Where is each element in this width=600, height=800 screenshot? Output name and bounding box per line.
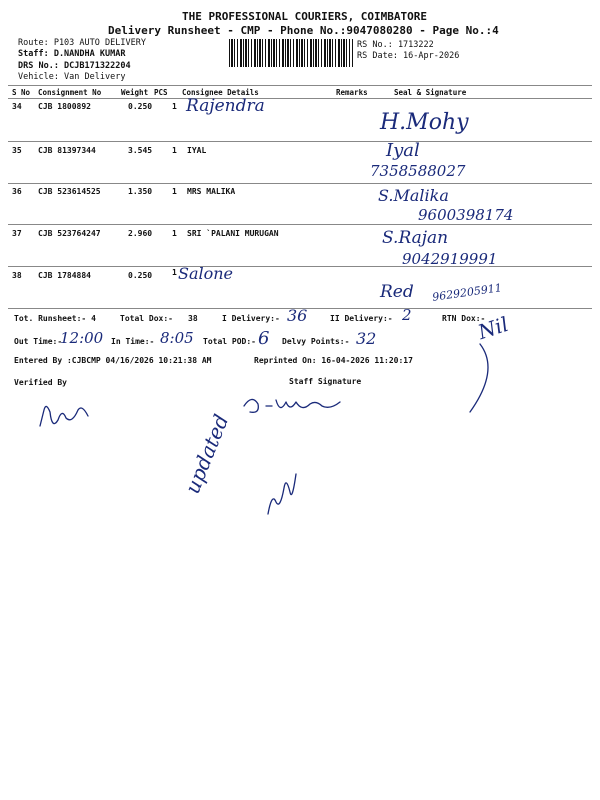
i-delivery-label: I Delivery:- <box>222 314 280 323</box>
tot-runsheet: Tot. Runsheet:- 4 <box>14 314 96 323</box>
updated-note: updated <box>180 410 234 497</box>
row-37-signature: S.Rajan <box>382 228 449 248</box>
rtn-dox-value: Nil <box>475 311 512 345</box>
margin-scribble <box>440 340 560 420</box>
row-34-pcs: 1 <box>172 102 177 111</box>
row-37-weight: 2.960 <box>128 229 153 238</box>
ii-delivery-label: II Delivery:- <box>330 314 393 323</box>
runsheet-title: Delivery Runsheet - CMP - Phone No.:9047080280 - Page No.:4 <box>108 24 499 37</box>
row-38-handwritten-consignee: Salone <box>178 264 234 283</box>
row-36-sno: 36 <box>12 187 22 196</box>
row-37-consignee: SRI `PALANI MURUGAN <box>187 229 279 238</box>
row-37-handwritten-phone: 9042919991 <box>402 250 498 268</box>
row-36-handwritten-phone: 9600398174 <box>418 206 514 224</box>
total-dox-value: 38 <box>188 314 198 323</box>
row-34-signature: H.Mohy <box>380 110 469 135</box>
ii-delivery-value: 2 <box>402 306 412 324</box>
staff-signature-label: Staff Signature <box>289 377 362 386</box>
staff-label: Staff: D.NANDHA KUMAR <box>18 49 126 59</box>
reprinted-on: Reprinted On: 16-04-2026 11:20:17 <box>254 356 413 365</box>
row-38-consignment: CJB 1784884 <box>38 271 91 280</box>
row-38-sno: 38 <box>12 271 22 280</box>
row-36-consignment: CJB 523614525 <box>38 187 101 196</box>
col-pcs: PCS <box>154 88 168 97</box>
verifier-signature <box>36 390 116 440</box>
col-consignee: Consignee Details <box>182 88 259 97</box>
out-time-label: Out Time:- <box>14 337 63 346</box>
col-remarks: Remarks <box>336 88 368 97</box>
row-35-consignee: IYAL <box>187 146 207 155</box>
col-weight: Weight <box>121 88 149 97</box>
barcode <box>229 39 353 67</box>
rs-date: RS Date: 16-Apr-2026 <box>357 51 460 61</box>
row-34-consignment: CJB 1800892 <box>38 102 91 111</box>
col-consignment: Consignment No <box>38 88 102 97</box>
delvy-points-value: 32 <box>356 329 377 348</box>
row-36-pcs: 1 <box>172 187 177 196</box>
row-34-sno: 34 <box>12 102 22 111</box>
row-35-sno: 35 <box>12 146 22 155</box>
row-35-signature: Iyal <box>386 140 420 161</box>
total-pod-label: Total POD:- <box>203 337 256 346</box>
row-35-pcs: 1 <box>172 146 177 155</box>
drs-label: DRS No.: DCJB171322204 <box>18 61 131 71</box>
rtn-dox-label: RTN Dox:- <box>442 314 486 323</box>
in-time-label: In Time:- <box>111 337 155 346</box>
row-36-weight: 1.350 <box>128 187 153 196</box>
row-36-consignee: MRS MALIKA <box>187 187 236 196</box>
total-pod-value: 6 <box>258 328 270 349</box>
in-time-value: 8:05 <box>160 329 194 347</box>
total-dox-label: Total Dox:- <box>120 314 173 323</box>
company-title: THE PROFESSIONAL COURIERS, COIMBATORE <box>182 10 428 23</box>
vehicle-label: Vehicle: Van Delivery <box>18 72 126 82</box>
verified-by-label: Verified By <box>14 378 67 387</box>
row-37-consignment: CJB 523764247 <box>38 229 101 238</box>
row-38-weight: 0.250 <box>128 271 153 280</box>
updated-initials <box>262 462 302 522</box>
row-37-pcs: 1 <box>172 229 177 238</box>
row-38-handwritten-phone: 9629205911 <box>431 281 503 304</box>
i-delivery-value: 36 <box>287 306 308 325</box>
row-35-consignment: CJB 81397344 <box>38 146 96 155</box>
rs-number: RS No.: 1713222 <box>357 40 434 50</box>
row-35-weight: 3.545 <box>128 146 153 155</box>
col-seal: Seal & Signature <box>394 88 467 97</box>
row-38-signature: Red <box>380 282 414 302</box>
route-label: Route: P103 AUTO DELIVERY <box>18 38 146 48</box>
col-sno: S No <box>12 88 31 97</box>
row-35-handwritten-phone: 7358588027 <box>370 162 466 180</box>
row-34-handwritten-consignee: Rajendra <box>186 96 265 116</box>
staff-signature <box>240 392 360 422</box>
row-34-weight: 0.250 <box>128 102 153 111</box>
row-36-signature: S.Malika <box>378 186 449 205</box>
row-37-sno: 37 <box>12 229 22 238</box>
entered-by: Entered By :CJBCMP 04/16/2026 10:21:38 AM <box>14 356 212 365</box>
delvy-points-label: Delvy Points:- <box>282 337 350 346</box>
row-38-pcs: 1 <box>172 268 177 277</box>
out-time-value: 12:00 <box>60 329 104 347</box>
